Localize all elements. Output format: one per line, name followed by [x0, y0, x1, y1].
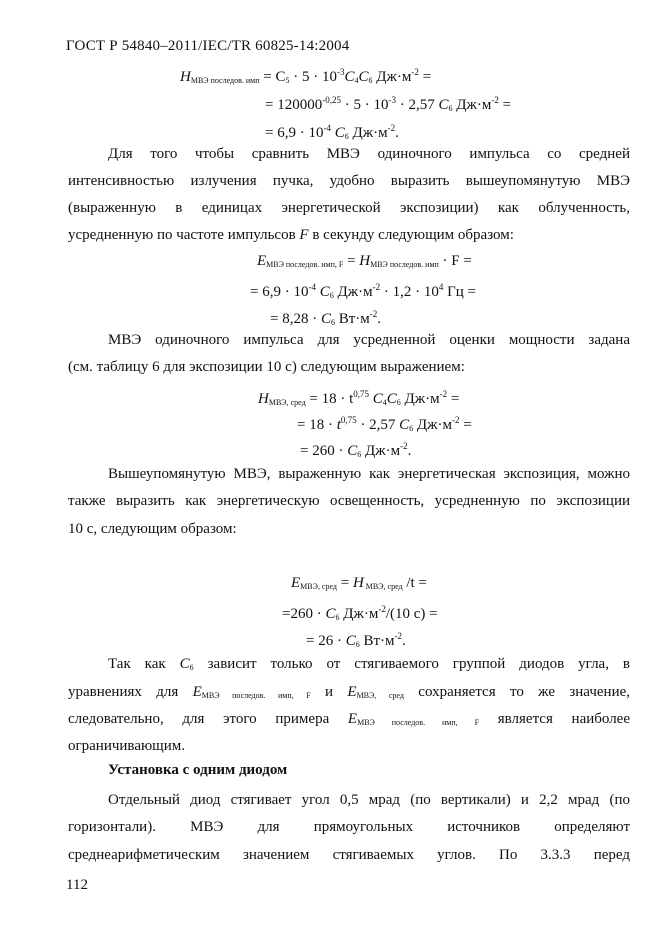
paragraph-4-line-3: следовательно, для этого примера $E_{МВЭ последов. имп, F}$ является наиболее	[68, 711, 630, 727]
equation-3-line-2: = $18 \cdot t^{0,75} \cdot 2,57$ $C_6$ $Дж\cdot м^{-2}$ =	[297, 415, 472, 433]
paragraph-2-line-2: (см. таблицу 6 для экспозиции 10 с) следующим выражением:	[68, 359, 465, 375]
paragraph-3-line-3: 10 с, следующим образом:	[68, 521, 237, 537]
paragraph-4-line-4: ограничивающим.	[68, 738, 186, 754]
paragraph-1-line-2: интенсивностью излучения пучка, удобно выразить вышеупомянутую МВЭ	[68, 173, 630, 189]
equation-3-line-3: = $260 \cdot C_6$ $Дж\cdot м^{-2}$.	[300, 441, 412, 459]
equation-2-line-3: = $8,28 \cdot C_6$ $Вт\cdot м^{-2}$.	[270, 309, 382, 327]
paragraph-1-line-3: (выраженную в единицах энергетической экспозиции) как облученность,	[68, 200, 630, 216]
equation-1-line-2: = $120000^{-0,25} \cdot 5 \cdot 10^{-3} \cdot 2,57$ $C_6$ $Дж\cdot м^{-2}$ =	[265, 95, 512, 113]
paragraph-5-line-3: среднеарифметическим значением стягиваемых углов. По 3.3.3 перед	[68, 847, 630, 863]
paragraph-3-line-2: также выразить как энергетическую освещенность, усредненную по экспозиции	[68, 493, 630, 509]
equation-4-line-2: $=260 \cdot C_6$ $Дж\cdot м^{-2}/(10$ с) =	[282, 604, 438, 622]
equation-2-line-2: = $6,9 \cdot 10^{-4}$ $C_6$ $Дж\cdot м^{-2} \cdot 1,2 \cdot 10^4$ Гц =	[250, 282, 476, 300]
equation-2-line-1: $E_{МВЭ последов. имп, F} = H_{МВЭ последов. имп} \cdot F$ =	[257, 253, 472, 269]
equation-4-line-3: = $26 \cdot C_6$ $Вт\cdot м^{-2}$.	[306, 631, 406, 649]
paragraph-5-line-1: Отдельный диод стягивает угол 0,5 мрад (по вертикали) и 2,2 мрад (по	[108, 792, 630, 808]
equation-4-line-1: $E_{МВЭ, сред} = H$ $_{МВЭ, сред}$ /t =	[291, 575, 427, 591]
section-heading: Установка с одним диодом	[108, 762, 288, 778]
paragraph-1-line-1: Для того чтобы сравнить МВЭ одиночного импульса со средней	[108, 146, 630, 162]
equation-3-line-1: $H_{МВЭ, сред} = 18 \cdot t^{0,75}$ $C_4C_6$ $Дж\cdot м^{-2}$ =	[258, 389, 460, 407]
paragraph-5-line-2: горизонтали). МВЭ для прямоугольных источников определяют	[68, 819, 630, 835]
paragraph-4-line-2: уравнениях для $E_{МВЭ последов. имп, F}$ и $E_{МВЭ, сред}$ сохраняется то же значение,	[68, 684, 630, 700]
paragraph-3-line-1: Вышеупомянутую МВЭ, выраженную как энергетическая экспозиция, можно	[108, 466, 630, 482]
paragraph-4-line-1: Так как $C_6$ зависит только от стягиваемого группой диодов угла, в	[108, 656, 630, 672]
paragraph-1-line-4: усредненную по частоте импульсов F в секунду следующим образом:	[68, 227, 514, 243]
equation-1-line-3: = $6,9 \cdot 10^{-4}$ $C_6$ $Дж\cdot м^{-2}$.	[265, 123, 399, 141]
page-number: 112	[66, 877, 88, 893]
paragraph-2-line-1: МВЭ одиночного импульса для усредненной оценки мощности задана	[108, 332, 630, 348]
equation-1-line-1: $H_{МВЭ последов. имп} = C_5 \cdot 5 \cdot 10^{-3}C_4C_6$ $Дж\cdot м^{-2}$ =	[180, 67, 432, 85]
document-header: ГОСТ Р 54840–2011/IEC/TR 60825-14:2004	[66, 38, 350, 54]
